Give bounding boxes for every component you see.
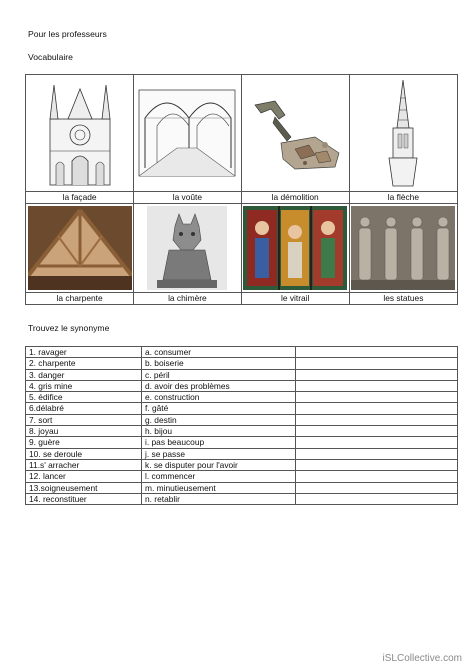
answer-cell[interactable] — [296, 448, 458, 459]
demolition-image — [245, 93, 345, 173]
synonyms-table — [25, 346, 458, 505]
answer-cell[interactable] — [296, 493, 458, 504]
word-cell: 7. sort — [26, 414, 142, 425]
vocab-cell-2 — [134, 75, 241, 192]
roof-frame-image — [28, 206, 132, 290]
answer-cell[interactable] — [296, 358, 458, 369]
word-cell: 10. se deroule — [26, 448, 142, 459]
synonym-cell: d. avoir des problèmes — [142, 380, 296, 391]
table-row — [26, 426, 458, 437]
teacher-note: Pour les professeurs — [28, 29, 107, 39]
table-row — [26, 358, 458, 369]
answer-cell[interactable] — [296, 482, 458, 493]
table-row — [26, 403, 458, 414]
vocab-label-5: la charpente — [26, 293, 134, 305]
word-cell: 3. danger — [26, 369, 142, 380]
answer-cell[interactable] — [296, 369, 458, 380]
vocab-title: Vocabulaire — [28, 52, 73, 62]
vault-image — [137, 88, 237, 178]
table-row — [26, 482, 458, 493]
word-cell: 12. lancer — [26, 471, 142, 482]
word-cell: 14. reconstituer — [26, 493, 142, 504]
synonym-cell: i. pas beaucoup — [142, 437, 296, 448]
word-cell: 2. charpente — [26, 358, 142, 369]
vocab-cell-1 — [26, 75, 134, 192]
site-watermark: iSLCollective.com — [382, 653, 462, 664]
chimera-image — [147, 206, 227, 290]
word-cell: 4. gris mine — [26, 380, 142, 391]
vocab-label-8: les statues — [349, 293, 457, 305]
vocab-cell-6 — [134, 204, 241, 293]
synonym-cell: a. consumer — [142, 347, 296, 358]
vocab-cell-5 — [26, 204, 134, 293]
synonym-cell: g. destin — [142, 414, 296, 425]
word-cell: 5. édifice — [26, 392, 142, 403]
synonym-cell: m. minutieusement — [142, 482, 296, 493]
answer-cell[interactable] — [296, 347, 458, 358]
table-row — [26, 380, 458, 391]
statues-image — [351, 206, 455, 290]
synonym-cell: e. construction — [142, 392, 296, 403]
word-cell: 13.soigneusement — [26, 482, 142, 493]
vocab-cell-7 — [241, 204, 349, 293]
word-cell: 9. guère — [26, 437, 142, 448]
answer-cell[interactable] — [296, 392, 458, 403]
table-row — [26, 471, 458, 482]
answer-cell[interactable] — [296, 414, 458, 425]
table-row — [26, 392, 458, 403]
answer-cell[interactable] — [296, 459, 458, 470]
vocab-label-1: la façade — [26, 192, 134, 204]
vocab-label-2: la voûte — [134, 192, 241, 204]
word-cell: 8. joyau — [26, 426, 142, 437]
table-row — [26, 347, 458, 358]
synonym-cell: k. se disputer pour l'avoir — [142, 459, 296, 470]
vocab-label-4: la flèche — [349, 192, 457, 204]
synonym-cell: c. péril — [142, 369, 296, 380]
vocab-cell-8 — [349, 204, 457, 293]
vocab-label-3: la démolition — [241, 192, 349, 204]
word-cell: 1. ravager — [26, 347, 142, 358]
word-cell: 11.s' arracher — [26, 459, 142, 470]
table-row — [26, 493, 458, 504]
synonym-cell: j. se passe — [142, 448, 296, 459]
synonym-cell: b. boiserie — [142, 358, 296, 369]
synonyms-title: Trouvez le synonyme — [28, 323, 110, 333]
synonym-cell: f. gâté — [142, 403, 296, 414]
synonym-cell: l. commencer — [142, 471, 296, 482]
answer-cell[interactable] — [296, 471, 458, 482]
vocab-cell-3 — [241, 75, 349, 192]
vocab-table — [25, 74, 458, 305]
cathedral-facade-image — [30, 79, 130, 187]
table-row — [26, 448, 458, 459]
word-cell: 6.délabré — [26, 403, 142, 414]
answer-cell[interactable] — [296, 380, 458, 391]
vocab-cell-4 — [349, 75, 457, 192]
table-row — [26, 459, 458, 470]
answer-cell[interactable] — [296, 437, 458, 448]
synonym-cell: h. bijou — [142, 426, 296, 437]
table-row — [26, 437, 458, 448]
table-row — [26, 369, 458, 380]
answer-cell[interactable] — [296, 403, 458, 414]
answer-cell[interactable] — [296, 426, 458, 437]
table-row — [26, 414, 458, 425]
spire-image — [373, 78, 433, 188]
vocab-label-7: le vitrail — [241, 293, 349, 305]
stained-glass-image — [243, 206, 347, 290]
synonym-cell: n. retablir — [142, 493, 296, 504]
vocab-label-6: la chimère — [134, 293, 241, 305]
